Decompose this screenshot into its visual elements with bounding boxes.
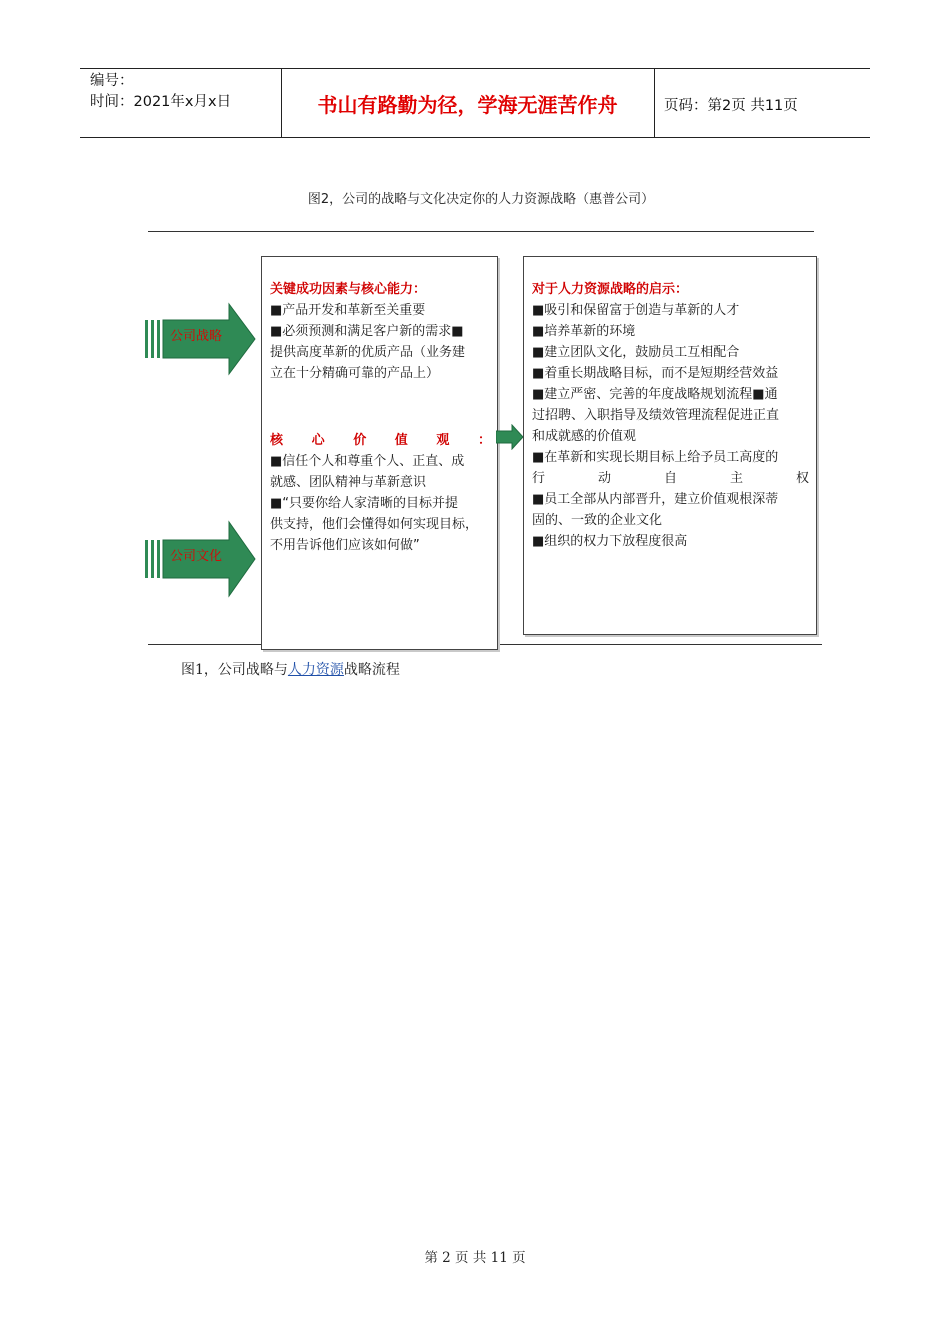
figure-caption [181, 659, 400, 679]
capability-line: 提供高度革新的优质产品（业务建 [270, 345, 466, 360]
implication-line: ■组织的权力下放程度很高 [532, 534, 688, 549]
implication-line: ■在革新和实现长期目标上给予员工高度的 [532, 450, 779, 465]
core-capabilities-title: 关键成功因素与核心能力： [270, 282, 427, 297]
implication-line: ■建立严密、完善的年度战略规划流程■通 [532, 387, 778, 402]
time-label: 时间：2021年x月x日 [90, 94, 232, 110]
header-motto: 书山有路勤为径，学海无涯苦作舟 [317, 93, 618, 117]
implication-line: ■着重长期战略目标，而不是短期经营效益 [532, 366, 779, 381]
page-footer: 第 2 页 共 11 页 [424, 1250, 526, 1266]
page-header [80, 68, 870, 138]
implication-line: 固的、一致的企业文化 [532, 513, 663, 528]
value-line: ■“只要你给人家清晰的目标并提 [270, 496, 459, 511]
implication-line: 过招聘、入职指导及绩效管理流程促进正直 [532, 408, 780, 423]
caption-suffix: 战略流程 [343, 662, 400, 678]
implication-line: ■吸引和保留富于创造与革新的人才 [532, 303, 740, 318]
hr-implications-title: 对于人力资源战略的启示： [532, 282, 689, 297]
core-capabilities-box [261, 256, 498, 650]
core-values-title: 核 心 价 值 观 ： [270, 433, 491, 448]
header-page-info: 页码：第2页 共11页 [664, 98, 798, 114]
implication-line-spread: 行 动 自 主 权 [532, 471, 809, 486]
hr-link[interactable]: 人力资源 [287, 662, 344, 678]
header-meta [90, 71, 231, 113]
header-divider [654, 69, 655, 137]
value-line: 就感、团队精神与革新意识 [270, 475, 427, 490]
capability-line: 立在十分精确可靠的产品上） [270, 366, 440, 381]
hr-implications-box [523, 256, 817, 635]
culture-arrow-label: 公司文化 [170, 549, 223, 564]
value-line: ■信任个人和尊重个人、正直、成 [270, 454, 465, 469]
caption-prefix: 图1，公司战略与 [181, 662, 288, 678]
figure-title: 图2，公司的战略与文化决定你的人力资源战略（惠普公司） [307, 192, 655, 207]
value-line: 不用告诉他们应该如何做” [270, 538, 420, 553]
capability-line: ■产品开发和革新至关重要 [270, 303, 426, 318]
value-line: 供支持，他们会懂得如何实现目标， [270, 517, 479, 532]
implication-line: ■建立团队文化，鼓励员工互相配合 [532, 345, 740, 360]
strategy-arrow-label: 公司战略 [170, 329, 223, 344]
implication-line: ■培养革新的环境 [532, 324, 636, 339]
figure-top-rule [148, 231, 814, 232]
implication-line: 和成就感的价值观 [532, 429, 637, 444]
capability-line: ■必须预测和满足客户新的需求■ [270, 324, 464, 339]
implication-line: ■员工全部从内部晋升，建立价值观根深蒂 [532, 492, 779, 507]
implication-arrow-icon [496, 424, 524, 450]
number-label: 编号： [90, 73, 134, 89]
